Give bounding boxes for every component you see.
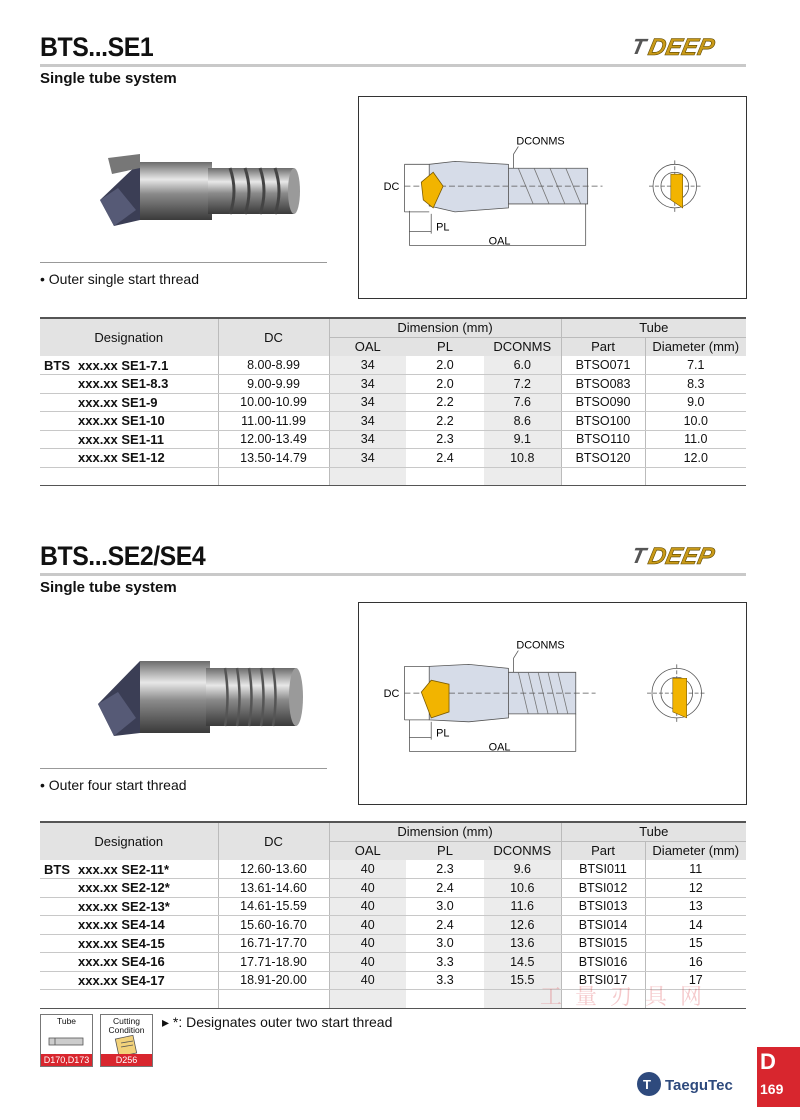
diameter: 11.0: [645, 430, 746, 449]
pl: 2.2: [406, 393, 484, 412]
col-oal: OAL: [329, 337, 406, 356]
pl: 3.3: [406, 971, 484, 990]
dconms: 8.6: [484, 412, 561, 431]
label-dconms: DCONMS: [516, 135, 565, 148]
dc: 18.91-20.00: [218, 971, 329, 990]
dc: 17.71-18.90: [218, 953, 329, 972]
dc: 14.61-15.59: [218, 897, 329, 916]
oal: 40: [329, 953, 406, 972]
page-tab: [757, 1047, 800, 1107]
pl: 2.3: [406, 430, 484, 449]
designation: xxx.xx SE1-7.1: [78, 357, 169, 373]
diameter: 10.0: [645, 412, 746, 431]
oal: 40: [329, 934, 406, 953]
section-title: BTS...SE2/SE4: [40, 541, 206, 571]
pl: 3.3: [406, 953, 484, 972]
dc: 12.00-13.49: [218, 430, 329, 449]
table-row: [40, 412, 746, 431]
dconms: 15.5: [484, 971, 561, 990]
tdeep-logo: [629, 541, 748, 570]
oal: 40: [329, 897, 406, 916]
col-designation: Designation: [40, 822, 218, 860]
part: BTSI012: [561, 879, 645, 898]
photo-divider: [40, 262, 327, 263]
pl: 2.4: [406, 449, 484, 468]
diameter: 12: [645, 879, 746, 898]
diameter: 11: [645, 860, 746, 879]
table-row: [40, 449, 746, 468]
designation: xxx.xx SE1-9: [78, 394, 158, 410]
table-row: [40, 860, 746, 879]
diameter: 15: [645, 934, 746, 953]
oal: 34: [329, 430, 406, 449]
prefix-bts: BTS: [44, 357, 70, 373]
col-dc: DC: [218, 822, 329, 860]
dconms: 14.5: [484, 953, 561, 972]
col-tube: Tube: [561, 318, 746, 337]
pl: 2.4: [406, 916, 484, 935]
tdeep-logo: [629, 32, 748, 61]
designation: xxx.xx SE4-14: [78, 917, 165, 933]
designation: xxx.xx SE1-8.3: [78, 376, 169, 392]
svg-text:T: T: [643, 1077, 651, 1092]
col-pl: PL: [406, 337, 484, 356]
col-dc: DC: [218, 318, 329, 356]
designation: xxx.xx SE4-15: [78, 935, 165, 951]
label-dc: DC: [383, 181, 400, 194]
pl: 2.4: [406, 879, 484, 898]
title-rule: [40, 573, 746, 576]
brand-name: TaeguTec: [665, 1077, 733, 1094]
part: BTSI017: [561, 971, 645, 990]
part: BTSO083: [561, 375, 645, 394]
oal: 34: [329, 393, 406, 412]
label-pl: PL: [436, 221, 450, 234]
designation: xxx.xx SE2-11*: [78, 861, 170, 877]
tube-card-ref: D170,D173: [41, 1054, 92, 1066]
part: BTSI016: [561, 953, 645, 972]
dconms: 6.0: [484, 356, 561, 375]
label-pl: PL: [436, 727, 450, 740]
dc: 10.00-10.99: [218, 393, 329, 412]
part: BTSO110: [561, 430, 645, 449]
col-part: Part: [561, 337, 645, 356]
svg-text:DEEP: DEEP: [645, 543, 717, 570]
tube-reference-card[interactable]: [40, 1014, 93, 1067]
table-row: [40, 897, 746, 916]
section-subtitle: Single tube system: [40, 70, 177, 87]
footnote: ▸ *: Designates outer two start thread: [162, 1014, 393, 1030]
spec-table-se1: [40, 317, 746, 486]
dconms: 9.1: [484, 430, 561, 449]
col-dconms: DCONMS: [484, 337, 561, 356]
dc: 13.50-14.79: [218, 449, 329, 468]
dconms: 7.2: [484, 375, 561, 394]
diameter: 17: [645, 971, 746, 990]
col-dconms: DCONMS: [484, 841, 561, 860]
table-row: [40, 953, 746, 972]
table-row: [40, 916, 746, 935]
dc: 15.60-16.70: [218, 916, 329, 935]
diameter: 9.0: [645, 393, 746, 412]
designation: xxx.xx SE1-11: [78, 431, 165, 447]
diameter: 13: [645, 897, 746, 916]
oal: 34: [329, 412, 406, 431]
svg-text:T: T: [629, 34, 648, 59]
diameter: 12.0: [645, 449, 746, 468]
cutting-condition-card[interactable]: [100, 1014, 153, 1067]
oal: 40: [329, 860, 406, 879]
designation: xxx.xx SE1-10: [78, 413, 165, 429]
dconms: 7.6: [484, 393, 561, 412]
section-subtitle: Single tube system: [40, 579, 177, 596]
table-row: [40, 375, 746, 394]
feature-bullet: • Outer four start thread: [40, 777, 187, 793]
label-dc: DC: [383, 688, 400, 701]
dc: 12.60-13.60: [218, 860, 329, 879]
oal: 40: [329, 916, 406, 935]
pl: 3.0: [406, 934, 484, 953]
dconms: 11.6: [484, 897, 561, 916]
part: BTSI014: [561, 916, 645, 935]
title-rule: [40, 64, 746, 67]
taegutec-logo: [636, 1069, 756, 1099]
section-title: BTS...SE1: [40, 32, 154, 62]
designation: xxx.xx SE4-17: [78, 972, 165, 988]
diameter: 7.1: [645, 356, 746, 375]
dimension-drawing: [358, 602, 747, 805]
label-oal: OAL: [488, 741, 511, 754]
tool-photo: [40, 110, 326, 285]
part: BTSO090: [561, 393, 645, 412]
dc: 9.00-9.99: [218, 375, 329, 394]
col-diameter: Diameter (mm): [645, 337, 746, 356]
part: BTSI015: [561, 934, 645, 953]
pl: 3.0: [406, 897, 484, 916]
oal: 34: [329, 449, 406, 468]
dconms: 10.6: [484, 879, 561, 898]
part: BTSO071: [561, 356, 645, 375]
dc: 11.00-11.99: [218, 412, 329, 431]
dconms: 12.6: [484, 916, 561, 935]
tube-icon: [47, 1031, 87, 1051]
oal: 34: [329, 356, 406, 375]
diameter: 8.3: [645, 375, 746, 394]
label-oal: OAL: [488, 235, 511, 248]
tool-photo: [40, 616, 326, 791]
oal: 34: [329, 375, 406, 394]
dc: 13.61-14.60: [218, 879, 329, 898]
cutting-card-caption: Cutting Condition: [108, 1016, 145, 1035]
col-pl: PL: [406, 841, 484, 860]
pl: 2.3: [406, 860, 484, 879]
svg-text:T: T: [629, 543, 648, 568]
col-dimension: Dimension (mm): [329, 318, 561, 337]
dimension-drawing: [358, 96, 747, 299]
col-diameter: Diameter (mm): [645, 841, 746, 860]
table-row: [40, 430, 746, 449]
part: BTSI011: [561, 860, 645, 879]
chapter-letter: D: [760, 1049, 776, 1074]
label-dconms: DCONMS: [516, 639, 565, 652]
col-dimension: Dimension (mm): [329, 822, 561, 841]
cutting-card-ref: D256: [101, 1054, 152, 1066]
part: BTSO100: [561, 412, 645, 431]
designation: xxx.xx SE2-12*: [78, 880, 170, 896]
pl: 2.2: [406, 412, 484, 431]
table-row: [40, 879, 746, 898]
diameter: 14: [645, 916, 746, 935]
designation: xxx.xx SE1-12: [78, 450, 165, 466]
feature-bullet: • Outer single start thread: [40, 271, 199, 287]
prefix-bts: BTS: [44, 861, 70, 877]
pl: 2.0: [406, 375, 484, 394]
diameter: 16: [645, 953, 746, 972]
part: BTSI013: [561, 897, 645, 916]
table-row: [40, 393, 746, 412]
designation: xxx.xx SE2-13*: [78, 898, 170, 914]
designation: xxx.xx SE4-16: [78, 954, 165, 970]
col-part: Part: [561, 841, 645, 860]
table-row-empty: [40, 467, 746, 486]
page-number: 169: [760, 1081, 784, 1097]
dc: 8.00-8.99: [218, 356, 329, 375]
svg-text:DEEP: DEEP: [645, 34, 717, 61]
oal: 40: [329, 971, 406, 990]
dc: 16.71-17.70: [218, 934, 329, 953]
table-row: [40, 934, 746, 953]
oal: 40: [329, 879, 406, 898]
watermark: 工 量 刃 具 网: [540, 985, 705, 1010]
col-oal: OAL: [329, 841, 406, 860]
col-designation: Designation: [40, 318, 218, 356]
col-tube: Tube: [561, 822, 746, 841]
tube-card-caption: Tube: [56, 1016, 77, 1026]
pl: 2.0: [406, 356, 484, 375]
table-row: [40, 356, 746, 375]
dconms: 13.6: [484, 934, 561, 953]
dconms: 9.6: [484, 860, 561, 879]
photo-divider: [40, 768, 327, 769]
dconms: 10.8: [484, 449, 561, 468]
part: BTSO120: [561, 449, 645, 468]
